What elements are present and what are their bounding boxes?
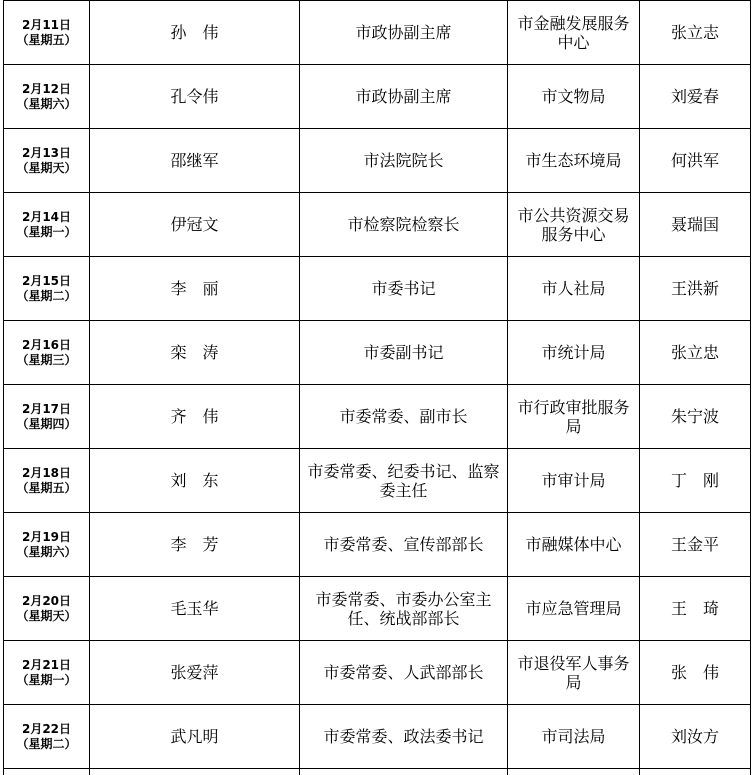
- date-cell: [4, 705, 90, 769]
- date-cell: [4, 449, 90, 513]
- contact-person-cell: 聂瑞国: [640, 193, 751, 257]
- leader-name-cell: 栾 涛: [90, 321, 300, 385]
- weekday-text: （星期一）: [6, 673, 87, 688]
- contact-person-cell: 朱宁波: [640, 385, 751, 449]
- table-row: [4, 65, 751, 129]
- leader-name-cell: 张爱萍: [90, 641, 300, 705]
- contact-person-cell: 何洪军: [640, 129, 751, 193]
- table-row: [4, 449, 751, 513]
- leader-name-cell: 刘 东: [90, 449, 300, 513]
- date-cell: [4, 257, 90, 321]
- position-cell: 市委常委、纪委书记、监察委主任: [300, 449, 508, 513]
- table-row: [4, 577, 751, 641]
- table-row: [4, 193, 751, 257]
- contact-person-cell: 丁 刚: [640, 449, 751, 513]
- date-cell: [4, 193, 90, 257]
- date-text: 2月21日: [6, 658, 87, 673]
- table-row: [4, 385, 751, 449]
- table-row: [4, 1, 751, 65]
- weekday-text: （星期三）: [6, 353, 87, 368]
- weekday-text: （星期二）: [6, 289, 87, 304]
- leader-name-cell: 李 丽: [90, 257, 300, 321]
- date-text: 2月13日: [6, 146, 87, 161]
- unit-cell: 市文物局: [508, 65, 640, 129]
- weekday-text: （星期四）: [6, 417, 87, 432]
- unit-cell: 市金融发展服务中心: [508, 1, 640, 65]
- contact-person-cell: 王 琦: [640, 577, 751, 641]
- weekday-text: （星期六）: [6, 545, 87, 560]
- date-text: 2月16日: [6, 338, 87, 353]
- contact-person-cell: 刘爱春: [640, 65, 751, 129]
- empty-cell: [4, 769, 90, 775]
- unit-cell: 市融媒体中心: [508, 513, 640, 577]
- date-cell: [4, 1, 90, 65]
- date-cell: [4, 577, 90, 641]
- unit-cell: 市应急管理局: [508, 577, 640, 641]
- table-row: [4, 257, 751, 321]
- unit-cell: 市退役军人事务局: [508, 641, 640, 705]
- date-cell: [4, 65, 90, 129]
- contact-person-cell: 张立志: [640, 1, 751, 65]
- position-cell: 市委常委、政法委书记: [300, 705, 508, 769]
- leader-name-cell: 武凡明: [90, 705, 300, 769]
- empty-cell: [300, 769, 508, 775]
- contact-person-cell: 王金平: [640, 513, 751, 577]
- position-cell: 市委常委、人武部部长: [300, 641, 508, 705]
- weekday-text: （星期五）: [6, 481, 87, 496]
- date-cell: [4, 385, 90, 449]
- position-cell: 市法院院长: [300, 129, 508, 193]
- leader-name-cell: 伊冠文: [90, 193, 300, 257]
- position-cell: 市委常委、市委办公室主任、统战部部长: [300, 577, 508, 641]
- empty-cell: [508, 769, 640, 775]
- date-text: 2月19日: [6, 530, 87, 545]
- date-cell: [4, 641, 90, 705]
- position-cell: 市委副书记: [300, 321, 508, 385]
- date-text: 2月18日: [6, 466, 87, 481]
- date-text: 2月17日: [6, 402, 87, 417]
- leader-name-cell: 孔令伟: [90, 65, 300, 129]
- contact-person-cell: 王洪新: [640, 257, 751, 321]
- weekday-text: （星期五）: [6, 33, 87, 48]
- leader-name-cell: 孙 伟: [90, 1, 300, 65]
- table-row: [4, 705, 751, 769]
- unit-cell: 市司法局: [508, 705, 640, 769]
- position-cell: 市检察院检察长: [300, 193, 508, 257]
- position-cell: 市委常委、宣传部部长: [300, 513, 508, 577]
- table-row: [4, 129, 751, 193]
- leader-name-cell: 毛玉华: [90, 577, 300, 641]
- leader-name-cell: 齐 伟: [90, 385, 300, 449]
- date-cell: [4, 513, 90, 577]
- weekday-text: （星期六）: [6, 97, 87, 112]
- table-row: [4, 513, 751, 577]
- date-text: 2月20日: [6, 594, 87, 609]
- unit-cell: 市审计局: [508, 449, 640, 513]
- position-cell: 市政协副主席: [300, 65, 508, 129]
- leader-name-cell: 李 芳: [90, 513, 300, 577]
- position-cell: 市委常委、副市长: [300, 385, 508, 449]
- contact-person-cell: 张 伟: [640, 641, 751, 705]
- contact-person-cell: 刘汝方: [640, 705, 751, 769]
- leader-name-cell: 邵继军: [90, 129, 300, 193]
- date-text: 2月11日: [6, 18, 87, 33]
- date-cell: [4, 321, 90, 385]
- contact-person-cell: 张立忠: [640, 321, 751, 385]
- empty-cell: [640, 769, 751, 775]
- position-cell: 市委书记: [300, 257, 508, 321]
- table-row-partial: [4, 769, 751, 775]
- table-row: [4, 321, 751, 385]
- empty-cell: [90, 769, 300, 775]
- position-cell: 市政协副主席: [300, 1, 508, 65]
- table-row: [4, 641, 751, 705]
- date-text: 2月22日: [6, 722, 87, 737]
- date-cell: [4, 129, 90, 193]
- unit-cell: 市公共资源交易服务中心: [508, 193, 640, 257]
- weekday-text: （星期一）: [6, 225, 87, 240]
- date-text: 2月14日: [6, 210, 87, 225]
- unit-cell: 市生态环境局: [508, 129, 640, 193]
- weekday-text: （星期二）: [6, 737, 87, 752]
- unit-cell: 市统计局: [508, 321, 640, 385]
- duty-schedule-table: [3, 0, 751, 775]
- weekday-text: （星期天）: [6, 609, 87, 624]
- unit-cell: 市行政审批服务局: [508, 385, 640, 449]
- unit-cell: 市人社局: [508, 257, 640, 321]
- date-text: 2月12日: [6, 82, 87, 97]
- duty-schedule-body: [4, 1, 751, 775]
- weekday-text: （星期天）: [6, 161, 87, 176]
- date-text: 2月15日: [6, 274, 87, 289]
